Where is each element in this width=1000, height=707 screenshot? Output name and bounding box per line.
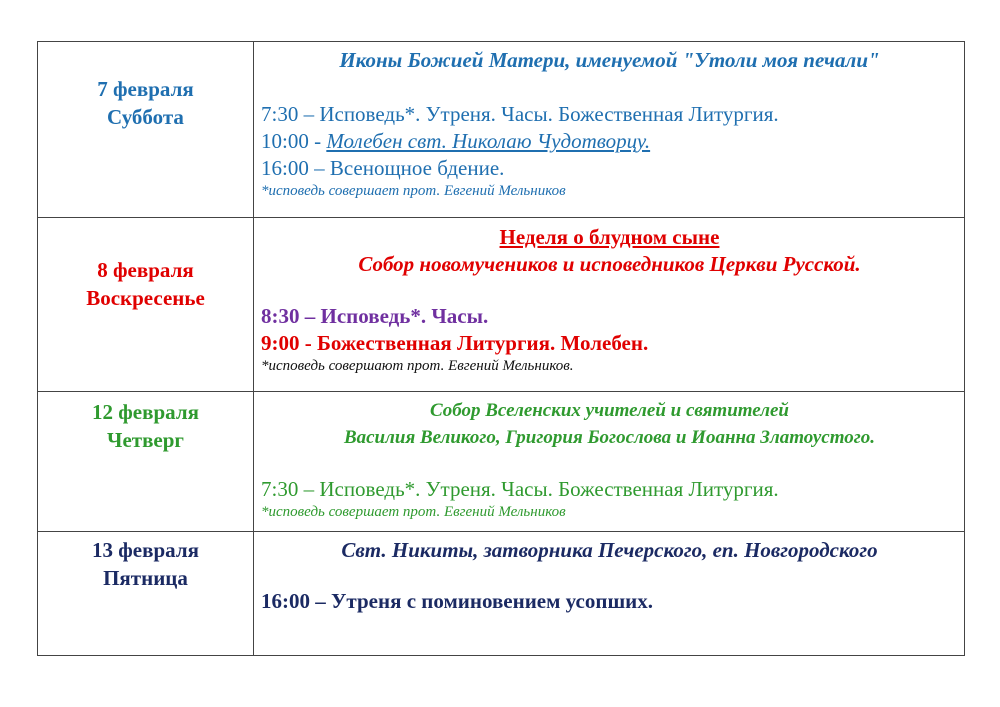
- table-row: [38, 392, 965, 532]
- service-line: 16:00 – Утреня с поминовением усопших.: [261, 589, 654, 613]
- day-weekday: Воскресенье: [86, 286, 205, 310]
- confession-note: *исповедь совершает прот. Евгений Мельников: [261, 504, 566, 520]
- date-cell: [38, 42, 254, 218]
- feast-title: Василия Великого, Григория Богослова и Иоанна Златоустого.: [343, 427, 876, 448]
- date-cell: [38, 392, 254, 532]
- schedule-table: [37, 41, 965, 656]
- day-weekday: Суббота: [107, 105, 184, 129]
- feast-title: Свт. Никиты, затворника Печерского, еп. Новгородского: [341, 538, 878, 562]
- service-line: 9:00 - Божественная Литургия. Молебен.: [261, 331, 649, 355]
- services-cell: [254, 42, 965, 218]
- day-weekday: Четверг: [107, 428, 184, 452]
- day-date: 8 февраля: [97, 258, 194, 282]
- service-link[interactable]: Молебен свт. Николаю Чудотворцу.: [326, 129, 651, 153]
- service-line: 16:00 – Всенощное бдение.: [261, 156, 505, 180]
- feast-heading: Неделя о блудном сыне: [499, 225, 720, 249]
- services-cell: [254, 392, 965, 532]
- table-row: [38, 42, 965, 218]
- date-cell: [38, 532, 254, 656]
- day-date: 13 февраля: [92, 538, 199, 562]
- table-row: [38, 218, 965, 392]
- feast-title: Собор новомучеников и исповедников Церкви Русской.: [358, 252, 861, 276]
- day-weekday: Пятница: [103, 566, 188, 590]
- services-cell: [254, 532, 965, 656]
- confession-note: *исповедь совершает прот. Евгений Мельников: [261, 183, 566, 199]
- service-line: 8:30 – Исповедь*. Часы.: [261, 304, 489, 328]
- services-cell: [254, 218, 965, 392]
- date-cell: [38, 218, 254, 392]
- day-date: 12 февраля: [92, 400, 199, 424]
- service-time: 10:00 -: [261, 129, 327, 153]
- confession-note: *исповедь совершают прот. Евгений Мельников.: [261, 358, 574, 374]
- service-line: 7:30 – Исповедь*. Утреня. Часы. Божественная Литургия.: [261, 477, 779, 501]
- feast-title: Собор Вселенских учителей и святителей: [429, 400, 790, 421]
- day-date: 7 февраля: [97, 77, 194, 101]
- service-line: [261, 128, 958, 155]
- table-row: [38, 532, 965, 656]
- service-line: 7:30 – Исповедь*. Утреня. Часы. Божественная Литургия.: [261, 102, 779, 126]
- feast-title: Иконы Божией Матери, именуемой "Утоли моя печали": [339, 48, 880, 72]
